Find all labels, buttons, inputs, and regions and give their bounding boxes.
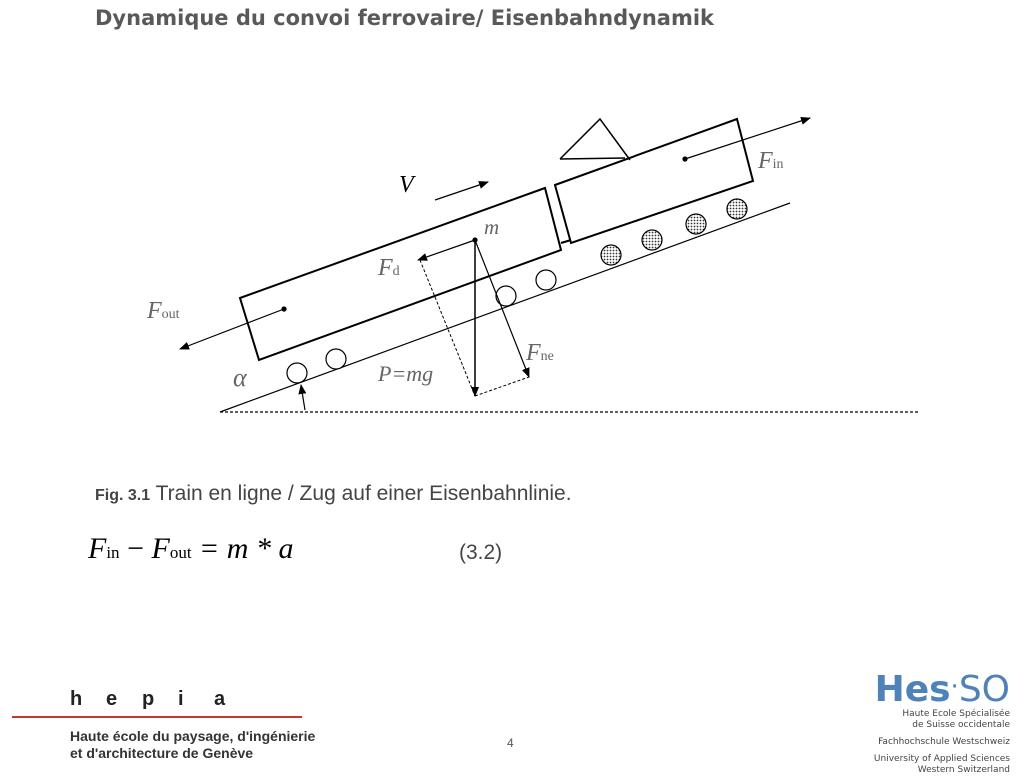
- figure-caption: [95, 482, 572, 506]
- pantograph: [560, 119, 630, 160]
- wheel: [326, 349, 346, 369]
- wheel: [536, 270, 556, 290]
- velocity-arrow: [435, 182, 488, 200]
- coupling: [561, 240, 571, 243]
- label-f-d: Fd: [378, 255, 400, 281]
- powered-wheel: [727, 199, 747, 219]
- hepia-letters: h e p i a: [70, 688, 226, 710]
- label-alpha: α: [233, 363, 247, 392]
- label-f-ne: Fne: [526, 340, 554, 366]
- hepia-logo: [70, 688, 250, 711]
- label-m: m: [484, 215, 500, 239]
- wheel: [287, 363, 307, 383]
- hesso-logo: Hes·SO Haute Ecole Spécialisée de Suisse occidentale Fachhochschule Westschweiz University of Applied Sciences Western Switzerland: [873, 669, 1010, 775]
- powered-wheel: [686, 214, 706, 234]
- label-v: V: [399, 172, 414, 198]
- force-equation: Fin − Fout = m * a: [88, 532, 294, 565]
- rear-wagon: [240, 188, 561, 360]
- hesso-brand: Hes·SO: [874, 669, 1010, 710]
- front-wagon: [555, 119, 753, 243]
- construction-line: [475, 377, 529, 396]
- page-number: 4: [507, 736, 514, 750]
- label-f-out: Fout: [147, 298, 180, 324]
- label-f-in: Fin: [758, 148, 784, 174]
- figure-number: Fig. 3.1: [95, 487, 151, 504]
- wheel: [496, 286, 516, 306]
- angle-arc: [301, 385, 305, 410]
- slide-title: Dynamique du convoi ferrovaire/ Eisenbahndynamik: [95, 6, 714, 30]
- powered-wheel: [642, 230, 662, 250]
- hepia-name: Haute école du paysage, d'ingénierie et d'architecture de Genève: [70, 728, 316, 761]
- hepia-divider: [12, 716, 302, 718]
- equation-number: (3.2): [459, 541, 503, 564]
- figure-caption-text: Train en ligne / Zug auf einer Eisenbahnlinie.: [155, 482, 572, 505]
- pantograph-base: [560, 158, 625, 159]
- powered-wheel: [601, 245, 621, 265]
- label-weight: P=mg: [378, 361, 434, 386]
